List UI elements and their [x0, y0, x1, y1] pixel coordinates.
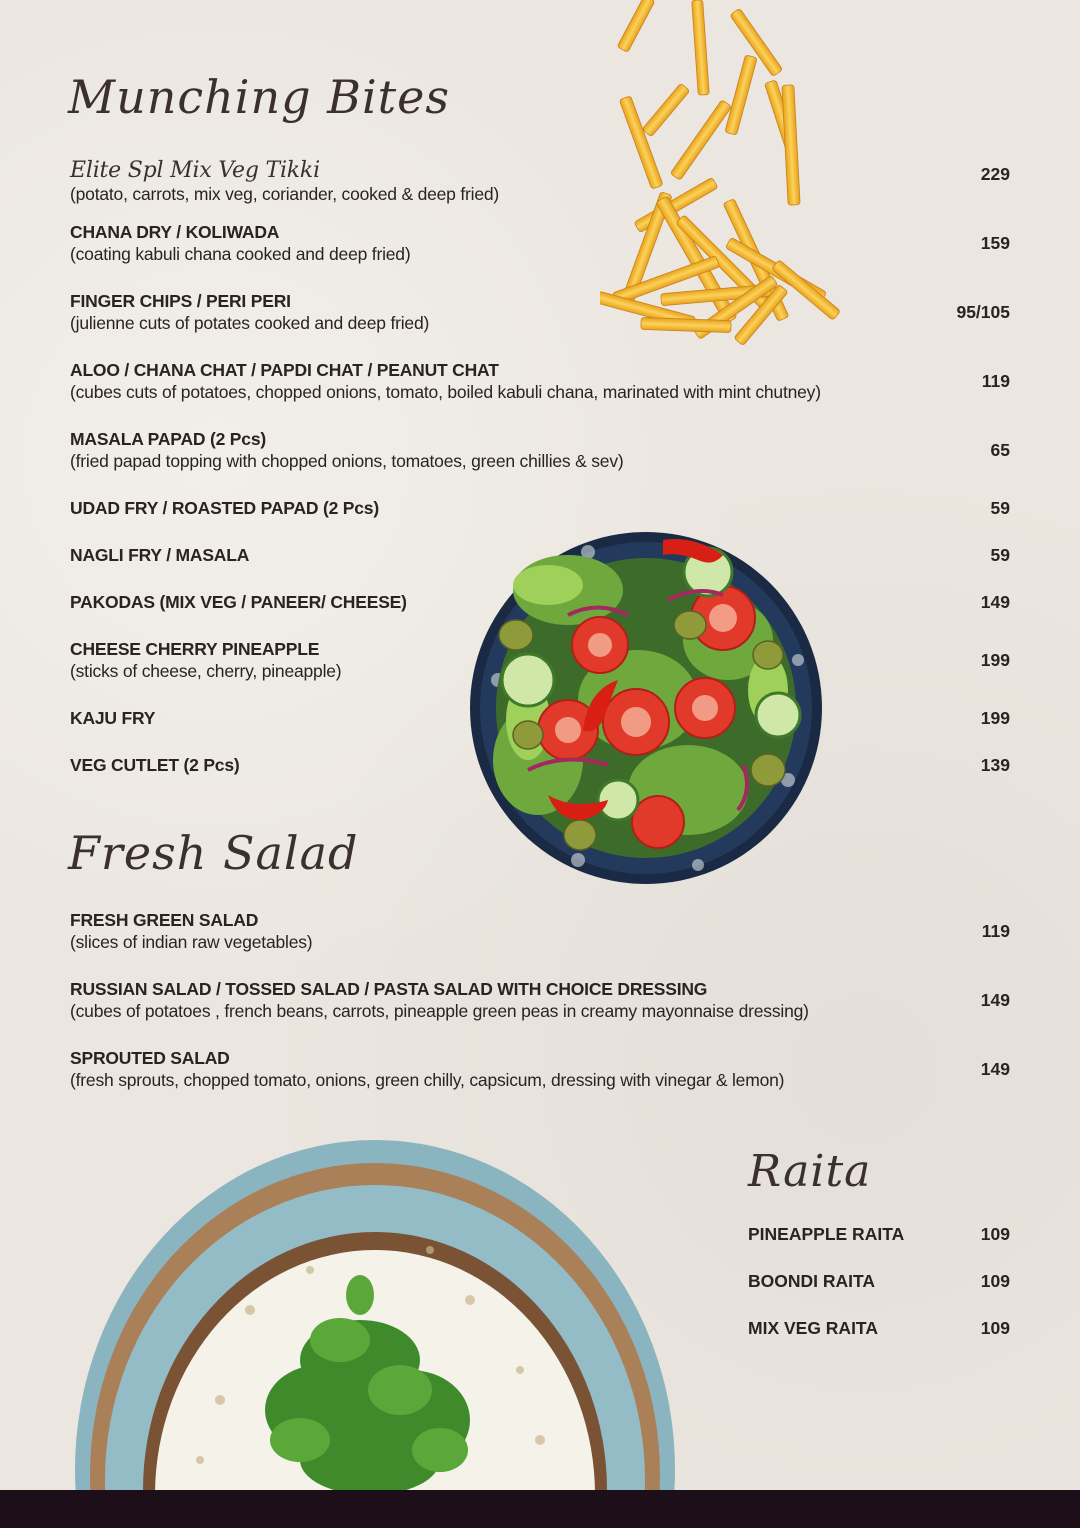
- item-name: MASALA PAPAD (2 Pcs): [70, 429, 266, 449]
- footer-bar: [0, 1490, 1080, 1528]
- fresh-salad-heading: Fresh Salad: [68, 826, 359, 880]
- item-price: 109: [980, 1318, 1010, 1338]
- item-description: (cubes cuts of potatoes, chopped onions, tomato, boiled kabuli chana, marinated with mint chutney): [70, 382, 821, 402]
- item-price: 119: [981, 371, 1010, 391]
- munching-bites-heading: Munching Bites: [68, 70, 450, 124]
- item-price: 229: [980, 164, 1010, 184]
- item-name: Elite Spl Mix Veg Tikki: [70, 158, 320, 183]
- item-name: FRESH GREEN SALAD: [70, 910, 259, 930]
- item-price: 199: [980, 708, 1010, 728]
- item-price: 95/105: [956, 302, 1010, 322]
- item-name: MIX VEG RAITA: [748, 1318, 878, 1338]
- item-price: 159: [980, 233, 1010, 253]
- raita-bowl-photo: [70, 1140, 680, 1490]
- item-price: 59: [990, 545, 1010, 565]
- item-name: FINGER CHIPS / PERI PERI: [70, 291, 291, 311]
- item-description: (fried papad topping with chopped onions, tomatoes, green chillies & sev): [70, 451, 624, 471]
- item-price: 149: [980, 990, 1010, 1010]
- item-name: BOONDI RAITA: [748, 1271, 876, 1291]
- french-fries-photo: [600, 0, 870, 360]
- item-name: UDAD FRY / ROASTED PAPAD (2 Pcs): [70, 498, 379, 518]
- item-name: CHEESE CHERRY PINEAPPLE: [70, 639, 320, 659]
- item-name: SPROUTED SALAD: [70, 1048, 230, 1068]
- item-name: ALOO / CHANA CHAT / PAPDI CHAT / PEANUT CHAT: [70, 360, 499, 380]
- item-description: (slices of indian raw vegetables): [70, 932, 313, 952]
- item-price: 139: [980, 755, 1010, 775]
- item-name: PINEAPPLE RAITA: [748, 1224, 905, 1244]
- item-price: 109: [980, 1224, 1010, 1244]
- item-name: KAJU FRY: [70, 708, 156, 728]
- item-price: 149: [980, 1059, 1010, 1079]
- item-name: NAGLI FRY / MASALA: [70, 545, 250, 565]
- item-price: 149: [980, 592, 1010, 612]
- item-description: (coating kabuli chana cooked and deep fried): [70, 244, 411, 264]
- item-price: 119: [981, 921, 1010, 941]
- green-salad-bowl-photo: [468, 530, 824, 886]
- raita-heading: Raita: [748, 1146, 872, 1197]
- item-price: 59: [990, 498, 1010, 518]
- item-price: 199: [980, 650, 1010, 670]
- item-description: (julienne cuts of potates cooked and deep fried): [70, 313, 430, 333]
- item-description: (potato, carrots, mix veg, coriander, cooked & deep fried): [70, 184, 500, 204]
- item-description: (cubes of potatoes , french beans, carrots, pineapple green peas in creamy mayonnaise dressing): [70, 1001, 809, 1021]
- item-price: 65: [990, 440, 1010, 460]
- item-description: (sticks of cheese, cherry, pineapple): [70, 661, 342, 681]
- item-price: 109: [980, 1271, 1010, 1291]
- item-name: RUSSIAN SALAD / TOSSED SALAD / PASTA SALAD WITH CHOICE DRESSING: [70, 979, 708, 999]
- item-name: VEG CUTLET (2 Pcs): [70, 755, 240, 775]
- item-name: CHANA DRY / KOLIWADA: [70, 222, 280, 242]
- item-name: PAKODAS (MIX VEG / PANEER/ CHEESE): [70, 592, 407, 612]
- item-description: (fresh sprouts, chopped tomato, onions, green chilly, capsicum, dressing with vinegar & lemon): [70, 1070, 785, 1090]
